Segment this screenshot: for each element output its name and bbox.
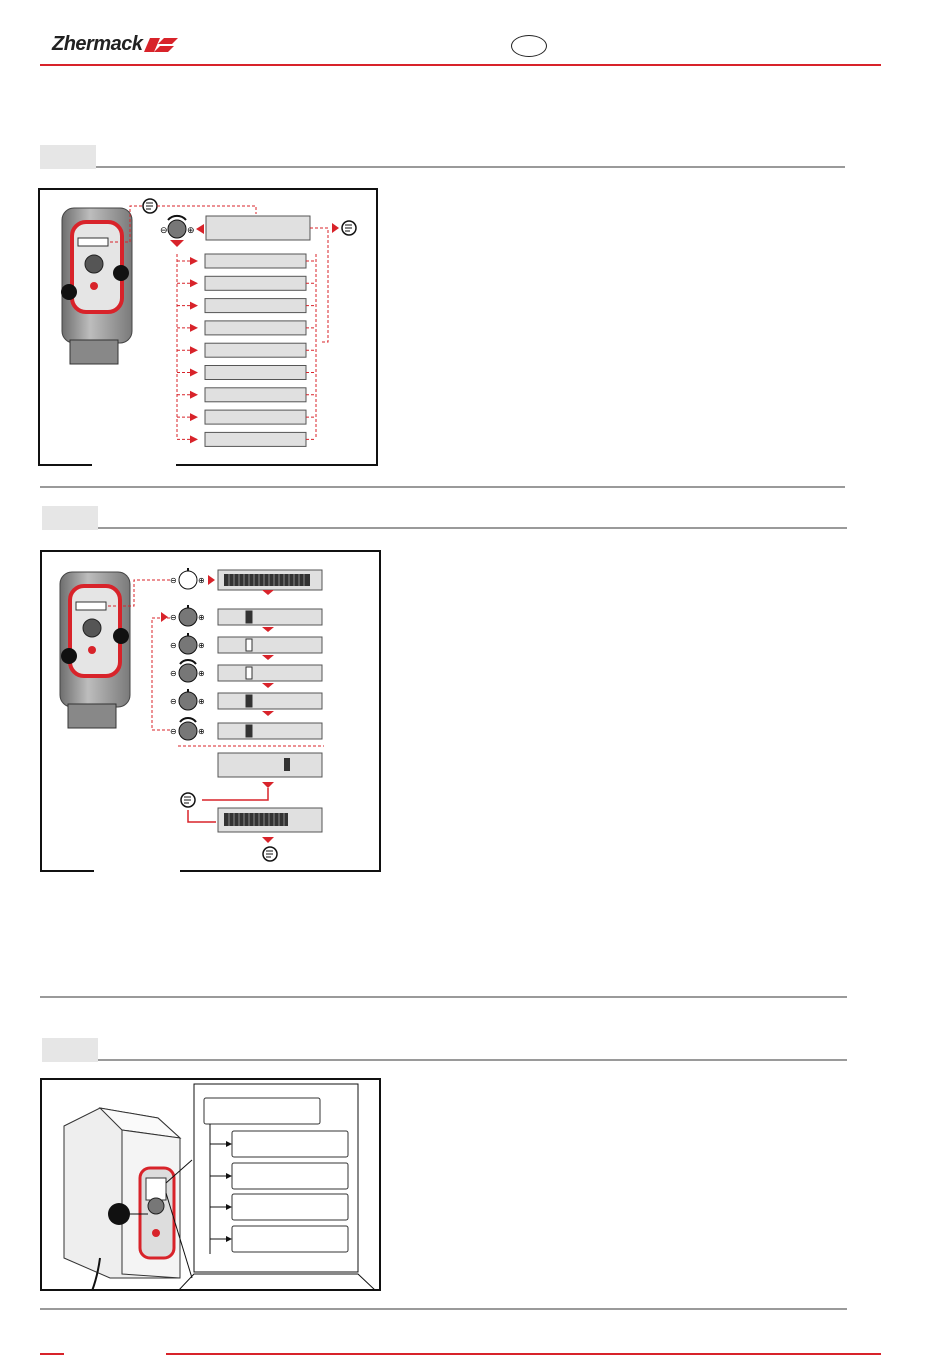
edit-step xyxy=(170,568,322,595)
menu-item-display xyxy=(205,432,306,446)
menu-item-display xyxy=(205,254,306,268)
footer-rule-left xyxy=(40,1353,64,1355)
section-tab-3 xyxy=(42,1038,98,1062)
device-front-icon xyxy=(61,208,132,364)
section-rule-3 xyxy=(98,1059,847,1061)
menu-item-display xyxy=(205,299,306,313)
submenu-box xyxy=(232,1194,348,1220)
section-divider-3 xyxy=(40,1308,847,1310)
edit-step xyxy=(170,660,322,688)
svg-text:⊖: ⊖ xyxy=(170,641,177,650)
section-divider-1 xyxy=(40,486,845,488)
menu-header-box xyxy=(204,1098,320,1124)
svg-text:⊕: ⊕ xyxy=(198,613,205,622)
svg-text:⊕: ⊕ xyxy=(198,727,205,736)
menu-header-display xyxy=(206,216,310,240)
menu-item-display xyxy=(205,410,306,424)
menu-item-display xyxy=(205,343,306,357)
header-rule xyxy=(40,64,881,66)
svg-text:⊕: ⊕ xyxy=(198,576,205,585)
confirm-display xyxy=(218,753,322,777)
brand-logo: Zhermack xyxy=(52,33,143,55)
edit-step xyxy=(170,633,322,660)
svg-text:⊖: ⊖ xyxy=(170,727,177,736)
section-tab-2 xyxy=(42,506,98,530)
svg-text:⊕: ⊕ xyxy=(187,225,195,235)
value-editing-diagram xyxy=(40,550,381,872)
section-rule-2 xyxy=(98,527,847,529)
svg-text:⊖: ⊖ xyxy=(160,225,168,235)
submenu-box xyxy=(232,1163,348,1189)
exit-menu-icon xyxy=(263,847,277,861)
device-perspective-icon xyxy=(64,1108,180,1291)
section-tab-1 xyxy=(40,145,96,169)
svg-text:⊕: ⊕ xyxy=(198,697,205,706)
svg-text:⊕: ⊕ xyxy=(198,669,205,678)
svg-text:⊖: ⊖ xyxy=(170,576,177,585)
menu-item-display xyxy=(205,321,306,335)
menu-button-icon xyxy=(143,199,157,213)
svg-text:⊕: ⊕ xyxy=(198,641,205,650)
exit-menu-icon xyxy=(342,221,356,235)
device-structure-diagram xyxy=(40,1078,381,1291)
language-badge xyxy=(511,35,547,57)
device-front-icon xyxy=(60,572,130,728)
edit-step xyxy=(170,718,322,740)
menu-navigation-diagram xyxy=(38,188,378,466)
submenu-box xyxy=(232,1226,348,1252)
menu-button-icon xyxy=(181,793,195,807)
rotary-knob-icon xyxy=(160,216,195,238)
menu-item-display xyxy=(205,366,306,380)
svg-text:⊖: ⊖ xyxy=(170,669,177,678)
submenu-box xyxy=(232,1131,348,1157)
footer-rule-right xyxy=(166,1353,881,1355)
edit-step xyxy=(170,605,322,632)
edit-step xyxy=(170,689,322,716)
section-rule-1 xyxy=(96,166,845,168)
svg-text:⊖: ⊖ xyxy=(170,613,177,622)
svg-text:⊖: ⊖ xyxy=(170,697,177,706)
section-divider-2 xyxy=(40,996,847,998)
menu-item-display xyxy=(205,276,306,290)
menu-item-display xyxy=(205,388,306,402)
brand-mark-icon xyxy=(144,38,178,52)
